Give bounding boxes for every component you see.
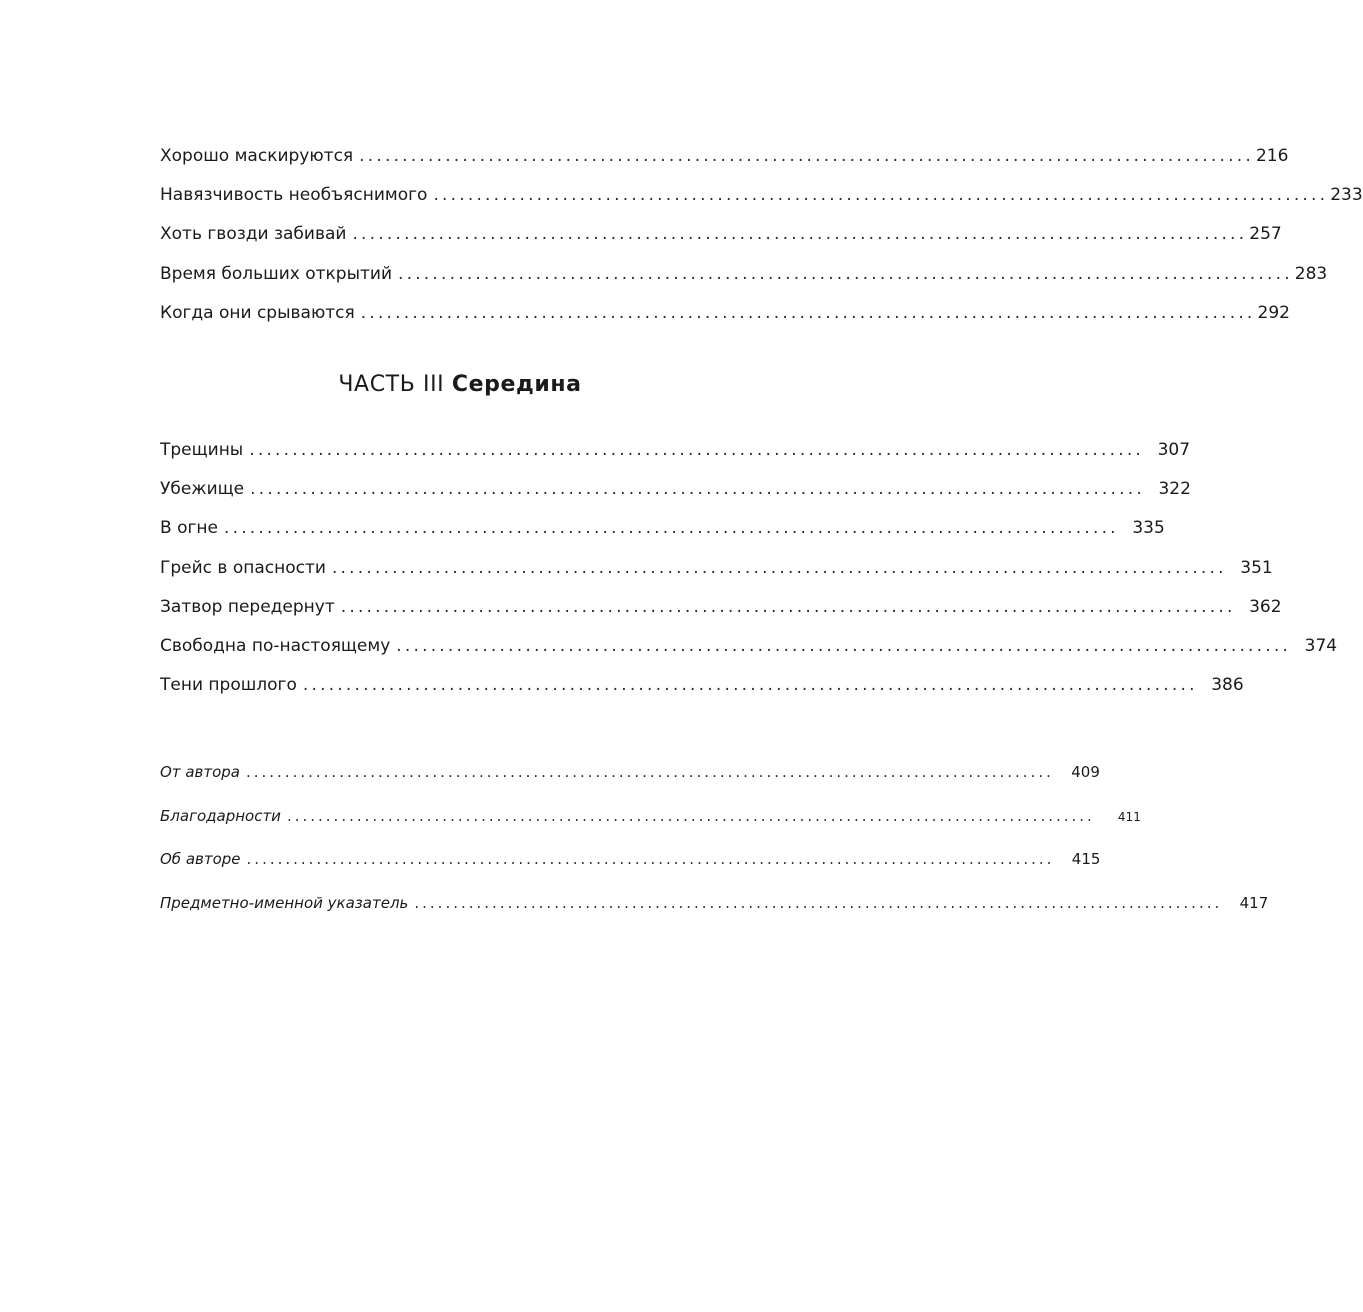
toc-entry-title: От автора [160, 763, 240, 781]
dot-leader: ........................................................................................................ [396, 635, 1292, 656]
toc-entry-page: 307 [1157, 440, 1191, 460]
dot-leader: ........................................................................................................ [359, 146, 1254, 166]
toc-entry-page: 283 [1294, 263, 1328, 284]
dot-leader: ........................................................................................................ [331, 557, 1227, 578]
dot-leader: ........................................................................................................ [249, 440, 1145, 460]
toc-entry[interactable] [160, 891, 1269, 935]
toc-entry[interactable] [160, 632, 1338, 671]
toc-entry[interactable] [160, 299, 1290, 338]
toc-entry[interactable] [160, 554, 1273, 593]
toc-entry-page: 417 [1239, 893, 1269, 912]
toc-entry-title: Грейс в опасности [160, 557, 326, 578]
dot-leader: ........................................................................................................ [398, 263, 1293, 284]
dot-leader: ........................................................................................................ [286, 806, 1095, 825]
toc-entry-title: Время больших открытий [160, 263, 392, 284]
toc-entry[interactable] [160, 847, 1101, 891]
toc-entry-title: Трещины [160, 440, 244, 460]
toc-entry-title: Когда они срываются [160, 302, 355, 323]
toc-section-part3 [160, 436, 1338, 710]
toc-entry[interactable] [160, 671, 1244, 710]
toc-entry-title: Тени прошлого [160, 675, 297, 696]
toc-entry[interactable] [160, 514, 1165, 553]
dot-leader: ........................................................................................................ [433, 185, 1329, 206]
toc-entry-page: 216 [1255, 146, 1289, 166]
toc-section-part2-tail [160, 142, 1363, 338]
toc-entry-page: 374 [1304, 635, 1338, 656]
toc-entry-title: Благодарности [160, 806, 281, 825]
toc-entry-page: 322 [1158, 479, 1191, 500]
toc-entry-page: 292 [1257, 302, 1290, 323]
toc-entry-page: 351 [1240, 557, 1273, 578]
toc-section-back-matter [160, 760, 1269, 934]
dot-leader: ........................................................................................................ [246, 850, 1055, 868]
toc-entry-title: Навязчивость необъяснимого [160, 185, 428, 206]
toc-entry[interactable] [160, 260, 1328, 299]
dot-leader: ........................................................................................................ [352, 224, 1248, 245]
toc-entry-title: Хоть гвозди забивай [160, 224, 347, 245]
toc-entry-title: Предметно-именной указатель [160, 893, 409, 912]
dot-leader: ........................................................................................................ [245, 763, 1054, 781]
toc-entry[interactable] [160, 436, 1191, 475]
dot-leader: ........................................................................................................ [302, 675, 1198, 696]
toc-entry-page: 386 [1211, 675, 1244, 696]
toc-entry-page: 335 [1132, 518, 1165, 539]
toc-entry[interactable] [160, 475, 1191, 514]
toc-entry-title: Затвор передернут [160, 596, 335, 617]
toc-entry-page: 257 [1249, 224, 1282, 245]
toc-entry[interactable] [160, 760, 1100, 804]
dot-leader: ........................................................................................................ [340, 596, 1236, 617]
toc-entry-title: Свободна по-настоящему [160, 635, 391, 656]
toc-entry[interactable] [160, 804, 1141, 848]
dot-leader: ........................................................................................................ [250, 479, 1145, 500]
dot-leader: ........................................................................................................ [223, 518, 1119, 539]
toc-entry-title: Хорошо маскируются [160, 146, 354, 166]
toc-entry-title: В огне [160, 518, 218, 539]
toc-entry-title: Об авторе [160, 850, 241, 868]
toc-entry-page: 411 [1117, 809, 1141, 824]
toc-entry-title: Убежище [160, 479, 245, 500]
toc-entry[interactable] [160, 220, 1282, 259]
toc-entry-page: 233 [1330, 185, 1363, 206]
part-label: ЧАСТЬ III [338, 372, 445, 397]
dot-leader: ........................................................................................................ [360, 302, 1256, 323]
toc-entry[interactable] [160, 142, 1289, 181]
toc-entry-page: 415 [1071, 850, 1101, 868]
toc-entry[interactable] [160, 181, 1363, 220]
dot-leader: ........................................................................................................ [414, 893, 1223, 912]
toc-entry-page: 409 [1071, 763, 1100, 781]
part-heading [0, 372, 920, 397]
toc-entry-page: 362 [1249, 596, 1282, 617]
toc-entry[interactable] [160, 593, 1282, 632]
part-name: Середина [451, 372, 582, 397]
